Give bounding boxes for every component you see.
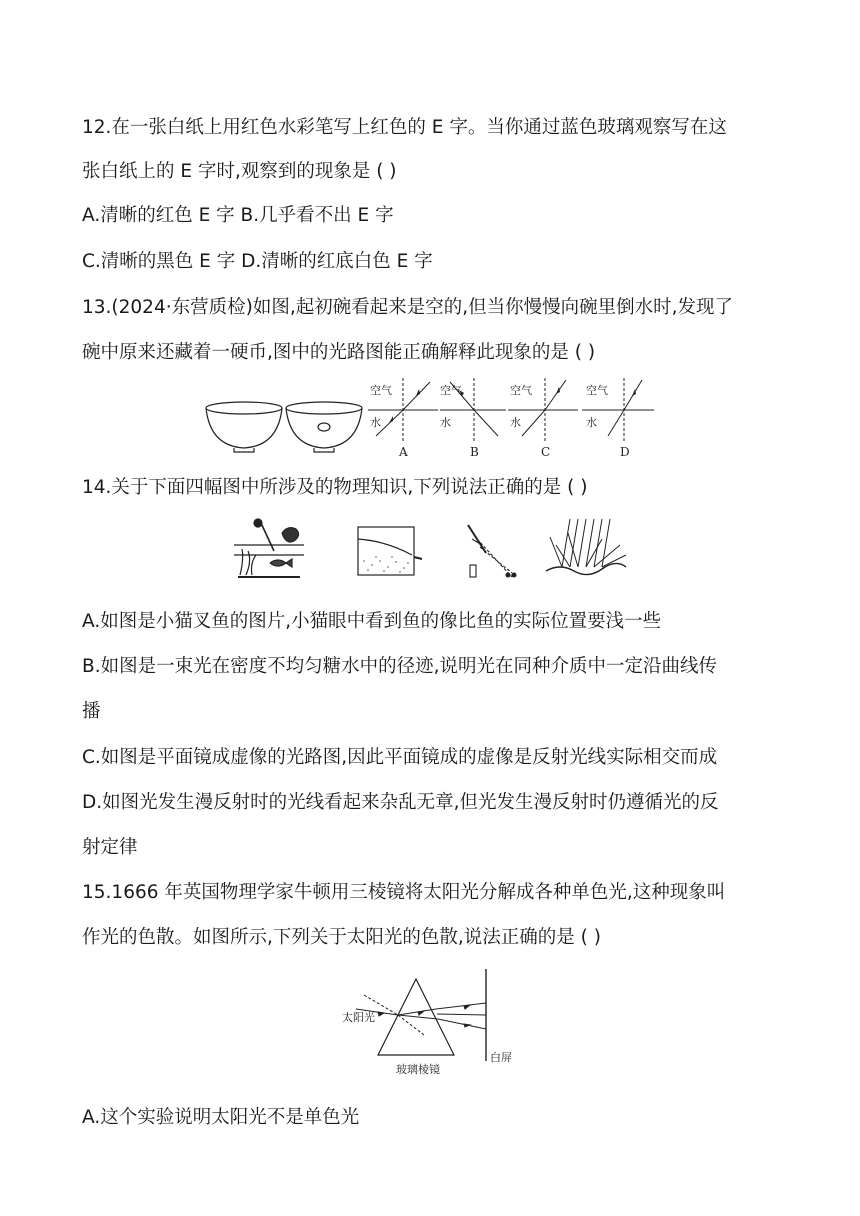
q14-option-b-line1: B.如图是一束光在密度不均匀糖水中的径迹,说明光在同种介质中一定沿曲线传: [82, 656, 717, 677]
q12-stem-line1: 12.在一张白纸上用红色水彩笔写上红色的 E 字。当你通过蓝色玻璃观察写在这: [82, 117, 727, 138]
option-diagram-d: [582, 378, 654, 459]
air-label-c: 空气: [510, 384, 532, 397]
air-label-b: 空气: [440, 384, 462, 397]
q15-stem-line2: 作光的色散。如图所示,下列关于太阳光的色散,说法正确的是 ( ): [82, 927, 601, 948]
q15-stem-line1: 15.1666 年英国物理学家牛顿用三棱镜将太阳光分解成各种单色光,这种现象叫: [82, 882, 726, 903]
air-label-a: 空气: [370, 384, 392, 397]
q13-stem-line1: 13.(2024·东营质检)如图,起初碗看起来是空的,但当你慢慢向碗里倒水时,发现了: [82, 297, 733, 318]
sugar-water-tank-picture: [358, 527, 422, 575]
diffuse-reflection-picture: [546, 519, 626, 575]
q14-option-d-line2: 射定律: [82, 837, 138, 858]
label-d: D: [620, 445, 630, 459]
cat-spearing-fish-picture: [234, 519, 304, 577]
q14-option-b-line2: 播: [82, 701, 101, 722]
bowl-with-coin: [286, 402, 362, 452]
bowl-empty: [206, 402, 282, 452]
q14-option-d-line1: D.如图光发生漫反射时的光线看起来杂乱无章,但光发生漫反射时仍遵循光的反: [82, 792, 719, 813]
air-label-d: 空气: [586, 384, 608, 397]
screen-label: 白屏: [490, 1051, 512, 1064]
label-c: C: [541, 445, 551, 459]
sunlight-label: 太阳光: [342, 1011, 375, 1024]
q14-stem: 14.关于下面四幅图中所涉及的物理知识,下列说法正确的是 ( ): [82, 477, 588, 498]
q14-figure: [230, 515, 630, 581]
water-label-c: 水: [510, 416, 521, 429]
q12-options-cd: C.清晰的黑色 E 字 D.清晰的红底白色 E 字: [82, 251, 433, 272]
light-rays: [356, 995, 486, 1035]
water-label-d: 水: [586, 416, 597, 429]
q13-stem-line2: 碗中原来还藏着一硬币,图中的光路图能正确解释此现象的是 ( ): [82, 342, 596, 363]
coin: [318, 423, 330, 431]
water-label-b: 水: [440, 416, 451, 429]
option-diagram-c: [508, 378, 578, 459]
option-diagram-a: [368, 378, 438, 459]
q14-option-c: C.如图是平面镜成虚像的光路图,因此平面镜成的虚像是反射光线实际相交而成: [82, 747, 718, 768]
q12-options-ab: A.清晰的红色 E 字 B.几乎看不出 E 字: [82, 205, 394, 226]
option-diagram-b: [440, 378, 506, 459]
q15-prism-figure: [340, 965, 530, 1080]
prism-label: 玻璃棱镜: [396, 1063, 440, 1076]
q13-figure: [200, 374, 660, 460]
q15-option-a: A.这个实验说明太阳光不是单色光: [82, 1107, 360, 1128]
q14-option-a: A.如图是小猫叉鱼的图片,小猫眼中看到鱼的像比鱼的实际位置要浅一些: [82, 611, 662, 632]
plane-mirror-picture: [468, 525, 516, 577]
q12-stem-line2: 张白纸上的 E 字时,观察到的现象是 ( ): [82, 161, 397, 182]
water-label-a: 水: [370, 416, 381, 429]
label-b: B: [470, 445, 479, 459]
label-a: A: [399, 445, 408, 459]
